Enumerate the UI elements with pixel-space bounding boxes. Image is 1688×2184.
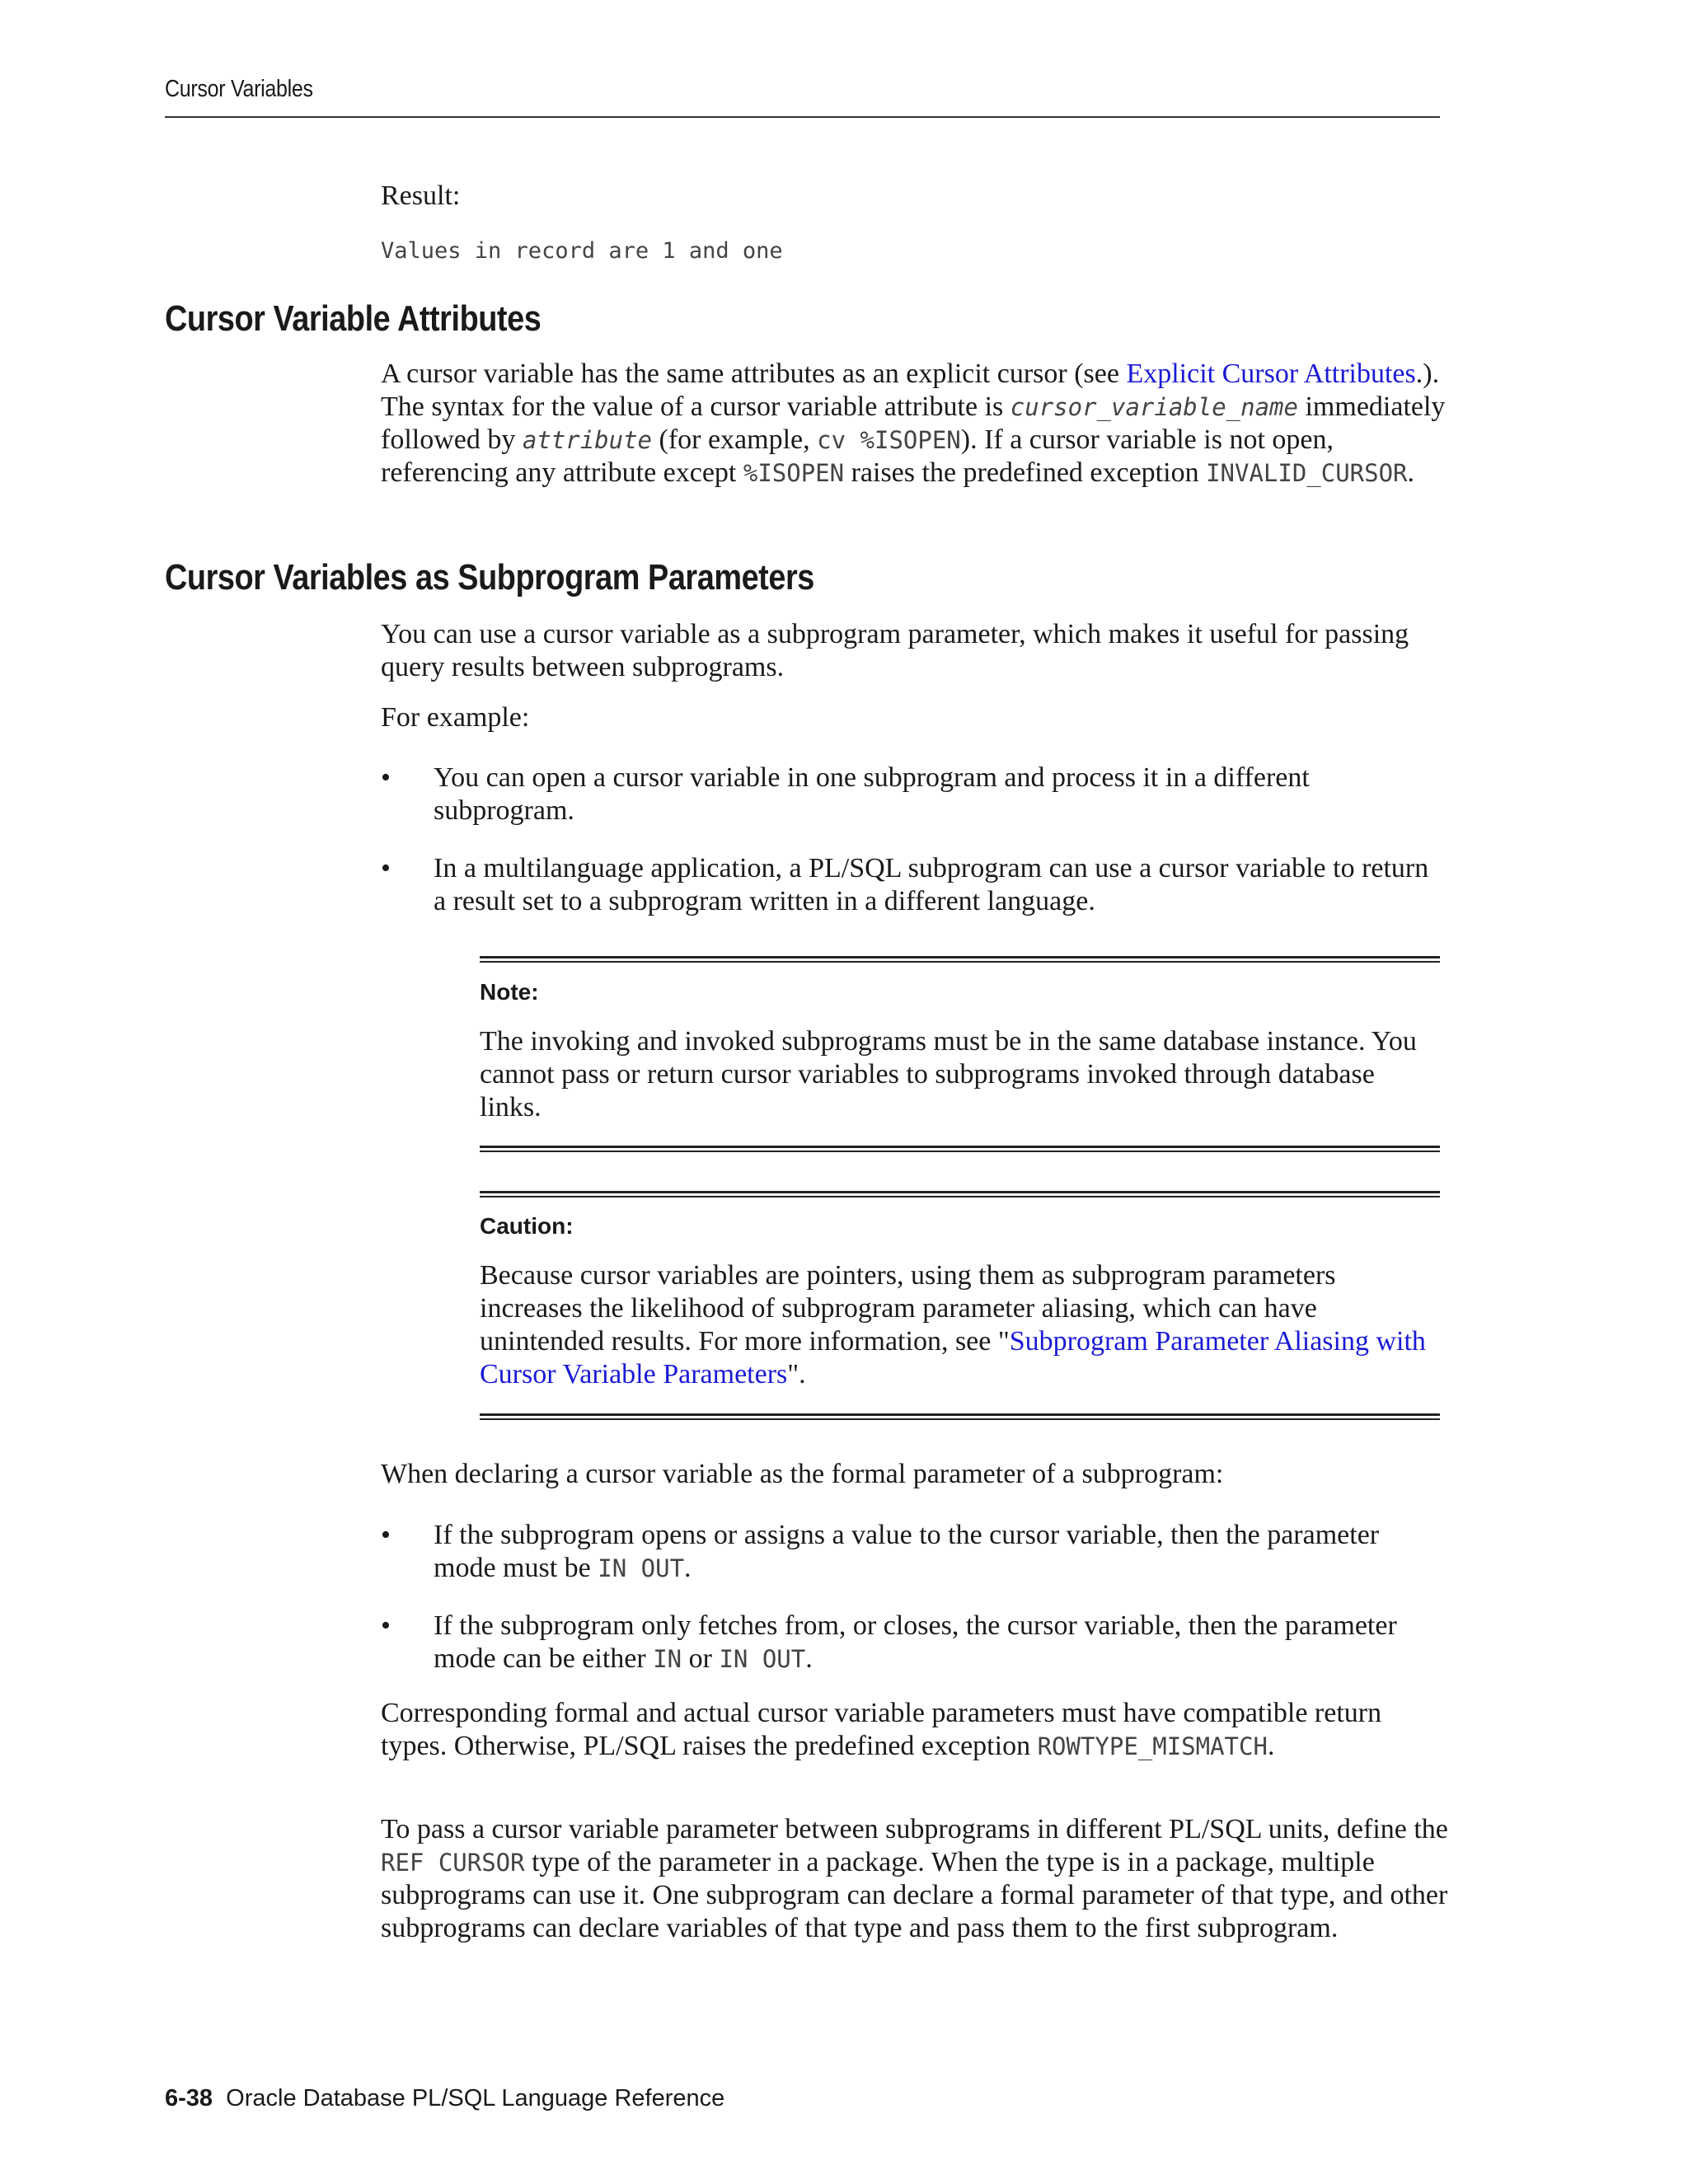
declaring-paragraph — [381, 1458, 1452, 1491]
bullet-icon: • — [381, 1520, 391, 1550]
text: ). If a cursor variable is not open, referencing any attribute except — [381, 424, 1334, 488]
list-item — [381, 852, 1452, 918]
running-header: Cursor Variables — [165, 76, 313, 102]
code-in: IN — [653, 1645, 682, 1673]
code-invalid-cursor: INVALID_CURSOR — [1206, 459, 1408, 487]
caution-title: Caution: — [480, 1213, 574, 1239]
text: (for example, — [652, 424, 818, 455]
note-title: Note: — [480, 979, 539, 1005]
link-subprogram-parameter-aliasing[interactable]: Subprogram Parameter Aliasing with Cursor Variable Parameters — [480, 1326, 1426, 1390]
intro-text: You can use a cursor variable as a subprogram parameter, which makes it useful for passing query results between subprograms. — [381, 619, 1409, 682]
page-number: 6-38 — [165, 2085, 213, 2111]
code-isopen: %ISOPEN — [743, 459, 845, 487]
caution-top-rule — [480, 1191, 1440, 1197]
header-rule — [165, 116, 1440, 118]
list-item-text: You can open a cursor variable in one subprogram and process it in a different subprogram. — [434, 762, 1310, 826]
list-item-text — [434, 1610, 1447, 1675]
code-cursor-variable-name: cursor_variable_name — [1010, 393, 1298, 421]
book-title: Oracle Database PL/SQL Language Reference — [226, 2085, 725, 2111]
bullet-icon: • — [381, 762, 391, 793]
text: . — [1407, 457, 1415, 488]
result-label — [381, 180, 1452, 213]
pass-paragraph — [381, 1813, 1452, 1945]
attributes-paragraph — [381, 358, 1452, 490]
text: If the subprogram only fetches from, or closes, the cursor variable, then the parameter mode can be either — [434, 1610, 1397, 1674]
parameters-intro — [381, 618, 1452, 684]
section-heading-parameters: Cursor Variables as Subprogram Parameters — [165, 557, 814, 598]
result-label-text: Result: — [381, 180, 461, 211]
section-heading-attributes: Cursor Variable Attributes — [165, 298, 542, 339]
link-explicit-cursor-attributes[interactable]: Explicit Cursor Attributes — [1126, 359, 1416, 389]
list-item — [381, 1610, 1452, 1675]
list-item-text — [434, 1519, 1447, 1585]
text: .). The syntax for the value of a cursor variable attribute is — [381, 359, 1440, 422]
text: immediately followed by — [381, 391, 1446, 455]
caution-body — [480, 1259, 1440, 1391]
note-bottom-rule — [480, 1146, 1440, 1152]
text: . — [805, 1643, 813, 1674]
code-in-out: IN OUT — [719, 1645, 806, 1673]
note-body: The invoking and invoked subprograms must be in the same database instance. You cannot pass or return cursor variables to subprograms invoked through database links. — [480, 1026, 1417, 1122]
caution-bottom-rule — [480, 1413, 1440, 1420]
code-rowtype-mismatch: ROWTYPE_MISMATCH — [1037, 1732, 1268, 1760]
bullet-icon: • — [381, 853, 391, 883]
code-in-out: IN OUT — [598, 1554, 685, 1582]
text: Corresponding formal and actual cursor variable parameters must have compatible return types. Otherwise, PL/SQL raises the predefined exception — [381, 1698, 1382, 1761]
list-item — [381, 762, 1452, 827]
text: . — [684, 1553, 692, 1583]
for-example — [381, 701, 1452, 734]
text: If the subprogram opens or assigns a value to the cursor variable, then the parameter mode must be — [434, 1520, 1380, 1583]
page-footer — [165, 2085, 724, 2112]
text: To pass a cursor variable parameter between subprograms in different PL/SQL units, define the — [381, 1814, 1448, 1844]
text: A cursor variable has the same attributes as an explicit cursor (see — [381, 359, 1127, 389]
code-cv-isopen: cv %ISOPEN — [817, 426, 961, 454]
list-item — [381, 1519, 1452, 1585]
text: . — [1267, 1731, 1275, 1761]
code-attribute: attribute — [522, 426, 652, 454]
text: raises the predefined exception — [844, 457, 1207, 488]
text: ". — [787, 1359, 806, 1390]
compat-paragraph — [381, 1697, 1452, 1763]
declaring-text: When declaring a cursor variable as the formal parameter of a subprogram: — [381, 1459, 1224, 1489]
result-code: Values in record are 1 and one — [381, 238, 783, 264]
bullet-icon: • — [381, 1610, 391, 1641]
note-top-rule — [480, 956, 1440, 963]
code-ref-cursor: REF CURSOR — [381, 1849, 525, 1877]
for-example-text: For example: — [381, 702, 530, 733]
text: type of the parameter in a package. When the type is in a package, multiple subprograms can use it. One subprogram can declare a formal parameter of that type, and other subprograms can declare variables of that type and pass them to the first subprogram. — [381, 1847, 1448, 1943]
text: or — [682, 1643, 720, 1674]
list-item-text: In a multilanguage application, a PL/SQL subprogram can use a cursor variable to return a result set to a subprogram written in a different language. — [434, 853, 1429, 916]
text: Because cursor variables are pointers, using them as subprogram parameters increases the likelihood of subprogram parameter aliasing, which can have unintended results. For more information, see " — [480, 1260, 1336, 1357]
